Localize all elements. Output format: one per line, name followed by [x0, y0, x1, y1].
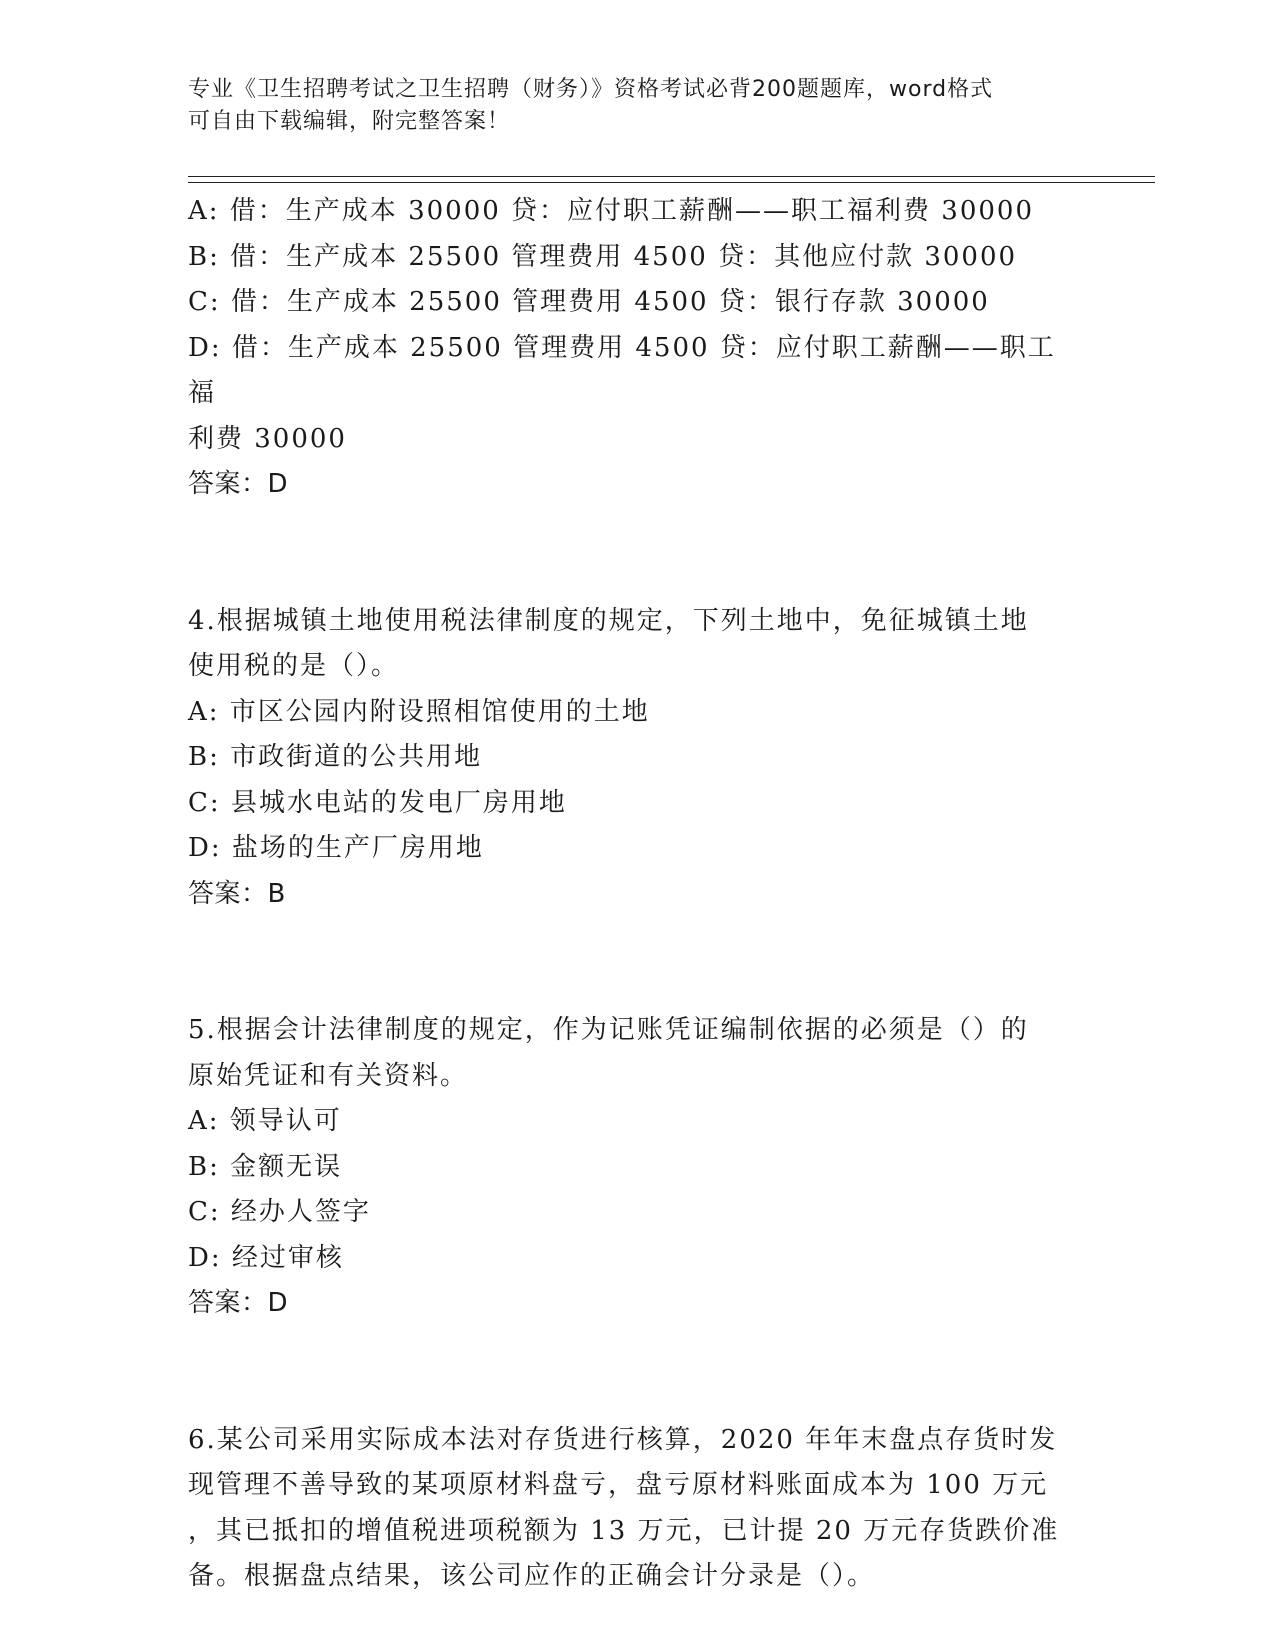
q6-stem-line-3: ，其已抵扣的增值税进项税额为 13 万元，已计提 20 万元存货跌价准	[188, 1515, 1060, 1546]
q6-stem-line-2: 现管理不善导致的某项原材料盘亏，盘亏原材料账面成本为 100 万元	[188, 1470, 1049, 1500]
document-header	[188, 74, 1068, 138]
q5-option-d: D: 经过审核	[188, 1242, 344, 1273]
q4-stem-line-2: 使用税的是（）。	[188, 651, 400, 681]
spacer	[188, 508, 1068, 599]
question-4-block	[188, 599, 1068, 918]
q5-option-a: A: 领导认可	[188, 1106, 342, 1136]
question-6-block	[188, 1418, 1068, 1600]
q6-stem-line-4: 备。根据盘点结果，该公司应作的正确会计分录是（）。	[188, 1561, 876, 1591]
q5-stem-line-1: 5.根据会计法律制度的规定，作为记账凭证编制依据的必须是（）的	[188, 1015, 1029, 1045]
q4-option-c: C: 县城水电站的发电厂房用地	[188, 787, 567, 818]
q4-option-b: B: 市政街道的公共用地	[188, 742, 483, 772]
document-body	[188, 189, 1068, 1600]
q5-option-c: C: 经办人签字	[188, 1197, 371, 1227]
q3-option-b: B: 借：生产成本 25500 管理费用 4500 贷：其他应付款 30000	[188, 241, 1018, 272]
q4-answer: 答案：B	[188, 878, 286, 909]
q3-answer: 答案：D	[188, 469, 289, 499]
header-line-1: 专业《卫生招聘考试之卫生招聘（财务）》资格考试必背200题题库，word格式	[188, 77, 994, 102]
header-divider-top	[188, 176, 1155, 177]
question-3-block	[188, 189, 1068, 508]
question-5-block	[188, 1008, 1068, 1327]
spacer	[188, 1327, 1068, 1418]
q3-option-a: A: 借：生产成本 30000 贷：应付职工薪酬——职工福利费 30000	[188, 196, 1035, 226]
header-divider-bottom	[188, 182, 1155, 183]
spacer	[188, 917, 1068, 1008]
q3-option-d-line-1: D: 借：生产成本 25500 管理费用 4500 贷：应付职工薪酬——职工福	[188, 332, 1056, 408]
q5-option-b: B: 金额无误	[188, 1151, 343, 1182]
q5-answer: 答案：D	[188, 1288, 289, 1318]
q5-stem-line-2: 原始凭证和有关资料。	[188, 1060, 469, 1091]
q3-option-c: C: 借：生产成本 25500 管理费用 4500 贷：银行存款 30000	[188, 287, 990, 317]
q4-stem-line-1: 4.根据城镇土地使用税法律制度的规定，下列土地中，免征城镇土地	[188, 605, 1029, 636]
header-line-2: 可自由下载编辑，附完整答案！	[188, 109, 511, 134]
q3-option-d-line-2: 利费 30000	[188, 423, 347, 454]
q4-option-a: A: 市区公园内附设照相馆使用的土地	[188, 696, 650, 727]
q4-option-d: D: 盐场的生产厂房用地	[188, 833, 484, 863]
q6-stem-line-1: 6.某公司采用实际成本法对存货进行核算，2020 年年末盘点存货时发	[188, 1424, 1058, 1455]
